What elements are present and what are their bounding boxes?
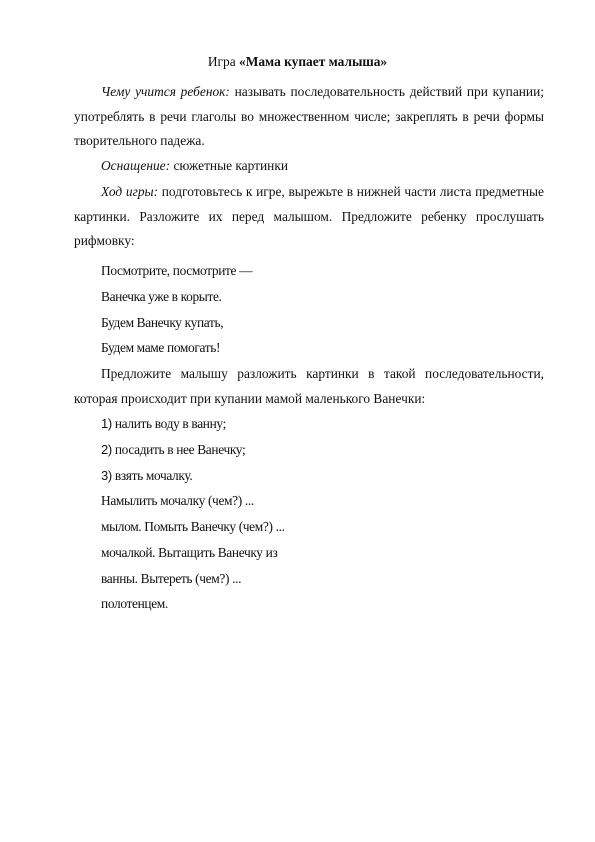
title-name: «Мама купает малыша» [239,54,388,69]
equipment-label: Оснащение: [101,158,171,173]
procedure-label: Ход игры: [101,184,159,199]
game-title [0,53,595,71]
step-number: 2) [101,442,112,457]
instruction-paragraph: Предложите малышу разложить картинки в такой последовательности, которая происходит при купании мамой маленького Ванечки: [74,366,544,406]
tail-line: полотенцем. [101,596,168,611]
step-number: 3) [101,468,112,483]
tail-line: мочалкой. Вытащить Ванечку из [101,545,278,560]
tail-line: мылом. Помыть Ванечку (чем?) ... [101,519,285,534]
equipment-text: сюжетные картинки [170,158,288,173]
tail-line: Намылить мочалку (чем?) ... [101,493,254,508]
procedure-text: подготовьтесь к игре, вырежьте в нижней части листа предметные картинки. Разложите их перед малышом. Предложите ребенку прослушать рифмовку: [74,184,544,248]
rhyme-line: Ванечка уже в корыте. [101,289,222,304]
step-item [101,467,192,485]
step-number: 1) [101,416,112,431]
equipment-paragraph [74,154,544,179]
title-prefix: Игра [207,54,240,69]
step-text: налить воду в ванну; [111,416,226,431]
goal-paragraph [74,80,544,154]
tail-line: ванны. Вытереть (чем?) ... [101,571,242,586]
goal-label: Чему учится ребенок: [101,84,230,99]
procedure-paragraph [74,180,544,254]
step-item [101,415,226,433]
step-text: посадить в нее Ванечку; [111,442,246,457]
rhyme-line: Будем маме помогать! [101,340,221,355]
rhyme-line: Посмотрите, посмотрите — [101,263,253,278]
step-text: взять мочалку. [111,468,193,483]
goal-text: называть последовательность действий при купании; употреблять в речи глаголы во множественном числе; закреплять в речи формы творительного падежа. [74,84,544,148]
rhyme-line: Будем Ванечку купать, [101,315,224,330]
step-item [101,441,245,459]
